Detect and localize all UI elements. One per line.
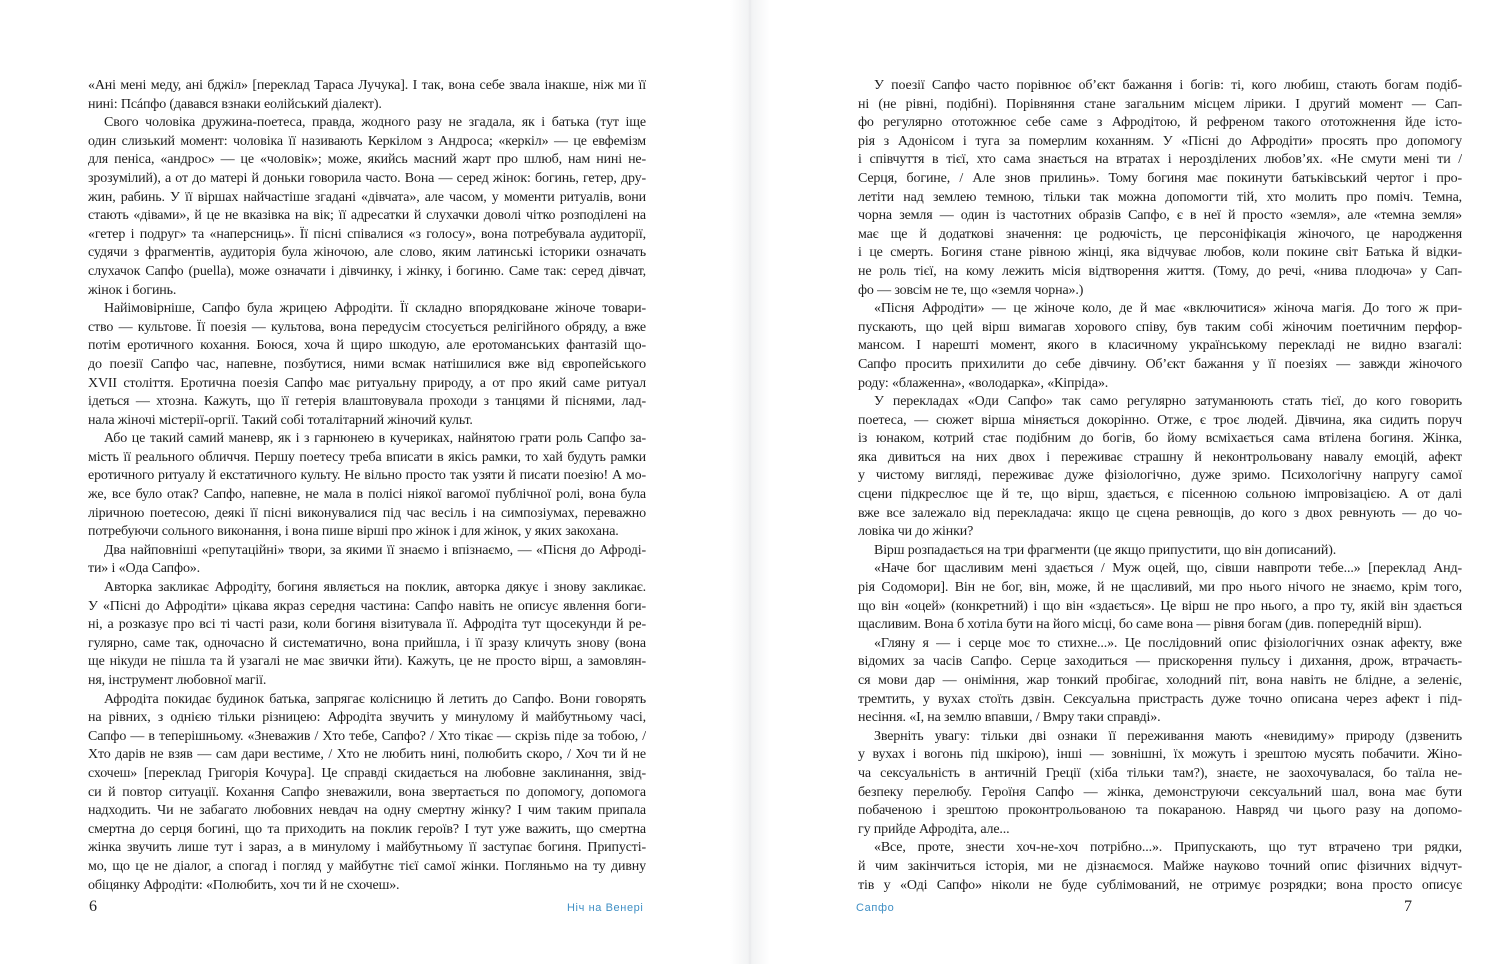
left-running-head: Ніч на Венері <box>567 902 644 914</box>
text-line: не роль тієї, на кому лежить місія відтворення життя. (Тому, до речі, «нива плодюча» у Сап- <box>858 263 1462 279</box>
text-line: ча сексуальність в античній Греції (хіба тільки там?), знаєте, не заохочувалася, бо таїла не- <box>858 765 1462 781</box>
text-line: летіти над землею темною, тільки так можна допомогти тій, хто молить про поміч. Темна, <box>858 189 1462 205</box>
right-page <box>750 0 1500 964</box>
text-line: рія з Адонісом і туга за померлим коханням. У «Пісні до Афродіти» просять про допомогу <box>858 133 1462 149</box>
text-line: тів у «Оді Сапфо» ніколи не буде сублімований, не отримує розрядки; вона просто описує <box>858 877 1462 893</box>
text-line: вже все залежало від перекладача: якщо це сцена ревнощів, до кого з двох ревнують — до чо- <box>858 505 1462 521</box>
text-line: слухачок Сапфо (puella), може означати і дівчинку, і жінку, і богиню. Саме так: серед дівчат, <box>88 263 646 279</box>
text-line: еротичного ритуалу й екстатичного культу. Не вільно просто так узяти й писати поезію! А мо- <box>88 468 646 484</box>
text-line: гулярно, саме так, одночасно й систематично, вона прийшла, і її зразу кличуть знову (вона <box>88 635 646 651</box>
text-line: яка дивиться на них двох і переживає страшну й неконтрольовану навалу емоцій, афект <box>858 449 1462 465</box>
text-line: ся мови дар — оніміння, жар тонкий пробігає, холодний піт, вона навіть не блідне, а зеленіє, <box>858 673 1462 688</box>
right-body-text <box>858 77 1462 895</box>
text-line: жин, рабинь. У її віршах найчастіше згадані «дівчата», але часом, у моменти ритуалів, вони <box>88 189 646 205</box>
text-line: ні (не рівні, подібні). Порівняння стане загальним місцем лірики. І другий момент — Сап- <box>858 96 1462 112</box>
text-line: Або це такий самий маневр, як і з гарнюнею в кучериках, найнятою грати роль Сапфо за- <box>104 431 646 447</box>
text-line: «Гляну я — і серце моє то стихне...». Це послідовний опис фізіологічних ознак афекту, вже <box>874 635 1462 651</box>
text-line: сцени підкреслює ще й те, що вірш, здається, є пісенною сольною імпровізацією. А от далі <box>858 487 1462 503</box>
text-line: фо — зовсім не те, що «земля чорна».) <box>858 282 1084 298</box>
text-line: У перекладах «Оди Сапфо» так само регулярно затуманюють стать тієї, до кого говорить <box>874 394 1462 410</box>
text-line: У поезії Сапфо часто порівнює об’єкт бажання і богів: ті, кого любиш, стають богам подіб- <box>874 78 1462 93</box>
text-line: «Все, проте, знести хоч-не-хоч потрібно...». Припускають, що тут втрачено три рядки, <box>874 840 1462 856</box>
text-line: гу прийде Афродіта, але... <box>858 821 1010 837</box>
text-line: роду: «блаженна», «володарка», «Кіпріда». <box>858 375 1109 391</box>
text-line: Сапфо просить прихилити до себе дівчину. Об’єкт бажання у її поезіях — завжди жіночого <box>858 356 1462 372</box>
text-line: Зверніть увагу: тільки дві ознаки її переживання мають «невидиму» природу (дзвенить <box>874 728 1462 744</box>
text-line: із юнаком, котрий стає подібним до богів, бо йому всміхається сама втілена богиня. Жінка, <box>858 431 1462 447</box>
right-running-head: Сапфо <box>856 902 895 914</box>
text-line: У «Пісні до Афродіти» цікава якраз середня частина: Сапфо навіть не описує явлення боги- <box>88 598 646 614</box>
text-line: ство — культове. Її поезія — культова, вона передусім стосується релігійного обряду, а вже <box>88 319 646 335</box>
text-line: «Наче бог щасливим мені здається / Муж оцей, що, сівши навпроти тебе...» [переклад Анд- <box>874 561 1462 577</box>
text-line: побаченою і зрештою проконтрольованою та покараною. Навряд чи цього разу на допомо- <box>858 803 1462 819</box>
text-line: один слизький момент: чоловіка її називають Керкілом з Андроса; «керкіл» — це евфемізм <box>88 133 646 149</box>
text-line: для пеніса, «андрос» — це «чоловік»; може, якийсь масний жарт про шлюб, нам нині не- <box>88 152 646 168</box>
text-line: ідеться — хтозна. Кажуть, що її гетерія влаштовувала проходи з танцями й піснями, лад- <box>88 394 646 410</box>
text-line: потім еротичного кохання. Боюся, хоча й щиро шкодую, але еротоманських фантазій що- <box>88 338 646 354</box>
text-line: ще нікуди не пішла та й узагалі не має звички йти). Кажуть, це не просто вірш, а замовлян- <box>88 654 646 670</box>
text-line: «Ані мені меду, ані бджіл» [переклад Тараса Лучука]. І так, вона себе звала інакше, ніж ми її <box>88 78 646 93</box>
text-line: у чистому вигляді, переживає дуже фізіологічно, дуже зримо. Психологічну напругу самої <box>858 468 1462 484</box>
text-line: нала жіночі містерії-оргії. Такий собі тоталітарний жіночий культ. <box>88 412 473 428</box>
text-line: до поезії Сапфо час, напевне, позбутися, ними всмак натішилися вже від європейського <box>88 356 646 372</box>
text-line: ти» і «Ода Сапфо». <box>88 561 200 577</box>
text-line: поетеса, — сюжет вірша міняється докорінно. Отже, є троє людей. Дівчина, яка сидить поруч <box>858 412 1462 428</box>
text-line: ліричною поетесою, деякі її пісні виконувалися під час весіль і на симпозіумах, переважно <box>88 505 646 521</box>
text-line: тремтить, у вухах стоїть дзвін. Сексуальна пристрасть дуже точно описана через афект і під- <box>858 691 1462 707</box>
text-line: несіння. «І, на землю впавши, / Вмру таки справді». <box>858 710 1161 726</box>
text-line: схочеш» [переклад Григорія Кочура]. Це справді скидається на любовне заклинання, звід- <box>88 765 646 781</box>
text-line: Авторка закликає Афродіту, богиня являється на поклик, авторка дякує і знову закликає. <box>104 580 646 596</box>
text-line: потребуючи сольного виконання, і вона пише вірші про жінок і для жінок, у яких закохана. <box>88 524 619 540</box>
text-line: й чим закінчиться історія, ми не дізнаємося. Майже науково точний опис фізичних відчут- <box>858 858 1462 874</box>
text-line: відомих за часів Сапфо. Серце заходиться — прискорення пульсу і дихання, дрож, втрачаєть- <box>858 654 1462 670</box>
text-line: XVII століття. Еротична поезія Сапфо має ритуальну природу, а от про який саме ритуал <box>88 375 646 391</box>
text-line: мо, що це не діалог, а спогад і погляд у майбутнє тієї самої жінки. Погляньмо на ту дивну <box>88 858 646 874</box>
text-line: смертна до серця богині, що та приходить на поклик героїв? І тут уже важить, що смертна <box>88 821 646 837</box>
text-line: мансом. І нарешті момент, якого в класичному українському перекладі не видно взагалі: <box>858 338 1462 354</box>
left-page-number: 6 <box>89 898 97 915</box>
text-line: «гетер і подруг» та «наперсниць». Її пісні співалися «з голосу», вона потребувала аудиторії, <box>88 226 646 242</box>
text-line: нині: Псáпфо (давався взнаки еолійський діалект). <box>88 96 382 112</box>
text-line: ня, інструмент любовної магії. <box>88 673 267 688</box>
text-line: Свого чоловіка дружина-поетеса, правда, жодного разу не згадала, як і батька (тут іще <box>104 115 646 131</box>
text-line: си й повтор ситуації. Кохання Сапфо зневажили, вона звертається по допомогу, допомога <box>88 784 646 800</box>
right-page-number: 7 <box>1404 898 1412 915</box>
text-line: на рівних, з однією тільки різницею: Афродіта звучить у минулому й майбутньому часі, <box>88 710 646 726</box>
text-line: Вірш розпадається на три фрагменти (це якщо припустити, що він дописаний). <box>874 542 1337 558</box>
text-line: що він «оцей» (конкретний) і що він «здається». Це вірш не про нього, а про ту, якій він здається <box>858 598 1462 614</box>
text-line: Хто дарів не взяв — сам дари вестиме, / Хто не любить нині, полюбить скоро, / Хоч ти й не <box>88 747 646 763</box>
text-line: безпеку перелюбу. Героїня Сапфо — жінка, демонструючи сексуальний шал, вона має бути <box>858 784 1462 800</box>
text-line: жінка звучить лише тут і зараз, а в минулому і майбутньому її заступає богиня. Припусті- <box>88 840 646 856</box>
text-line: ні, а розказує про всі ті часті рази, коли богиня візитувала її. Афродіта тут щосекунди й ре- <box>88 617 646 633</box>
text-line: щасливим. Вона б хотіла бути на його місці, бо саме вона — рівня богам (див. попередній вірш). <box>858 617 1422 633</box>
text-line: обіцянку Афродіти: «Полюбить, хоч ти й не схочеш». <box>88 877 400 893</box>
text-line: Найімовірніше, Сапфо була жрицею Афродіти. Її складно впорядковане жіноче товари- <box>104 301 646 317</box>
text-line: мість її реального обличчя. Першу поетесу треба вписати в якісь рамки, то хай будуть рамки <box>88 449 646 465</box>
text-line: Два найповніші «репутаційні» твори, за якими її знаємо і впізнаємо, — «Пісня до Афроді- <box>104 542 646 558</box>
text-line: надходить. Чи не забагато любовних невдач на одну смертну жінку? І чим таким припала <box>88 803 646 819</box>
text-line: у вухах і вогонь під шкірою), інші — зовнішні, їх можуть і зрештою мусять побачити. Жіно- <box>858 747 1462 763</box>
text-line: стають «дівами», й це не вказівка на вік; її адресатки й слухачки доволі чітко розподілені на <box>88 208 646 224</box>
text-line: фо регулярно ототожнює себе саме з Афродітою, й рефреном такого ототожнення йде істо- <box>858 115 1462 131</box>
text-line: «Пісня Афродіти» — це жіноче коло, де й має «включитися» жіноча магія. До того ж при- <box>874 301 1462 317</box>
text-line: зрозумілий), а от до матері й доньки говорила часто. Вона — серед жінок: богинь, гетер, дру- <box>88 170 646 186</box>
text-line: і це смерть. Богиня стане рівною жінці, яка відчуває любов, коли покине світ Батька й відки- <box>858 245 1462 261</box>
text-line: чорна земля — один із частотних образів Сапфо, є в неї й просто «земля», але «темна земля» <box>858 208 1462 224</box>
text-line: судячи з фрагментів, аудиторія була жіночою, але слово, яким латинські історики означать <box>88 245 646 261</box>
text-line: Сапфо — в теперішньому. «Зневажив / Хто тебе, Сапфо? / Хто тікає — скрізь піде за тобою, / <box>88 728 646 744</box>
text-line: і співчуття в тієї, хто сама знається на втратах і нерозділених любов’ях. «Не смути мені ти / <box>858 152 1462 168</box>
left-body-text <box>88 77 646 895</box>
text-line: рія Содомори]. Він не бог, він, може, й не щасливий, ми про нього нічого не знаємо, крім того, <box>858 580 1462 596</box>
text-line: Серця, богине, / Але знов прилинь». Тому богиня має покинути батьківський чертог і про- <box>858 170 1462 186</box>
text-line: же, все було отак? Сапфо, напевне, не мала в полісі ніякої вагомої публічної ролі, вона була <box>88 487 646 503</box>
text-line: жінок і богинь. <box>88 282 177 298</box>
text-line: має ще й додаткові значення: це родючість, це персоніфікація жіночого, це народження <box>858 226 1462 242</box>
text-line: ловіка чи до жінки? <box>858 524 974 540</box>
text-line: пускають, що цей вірш вимагав хорового співу, був таким собі жіночим поетичним перфор- <box>858 319 1462 335</box>
text-line: Афродіта покидає будинок батька, запрягає колісницю й летить до Сапфо. Вони говорять <box>104 691 646 707</box>
